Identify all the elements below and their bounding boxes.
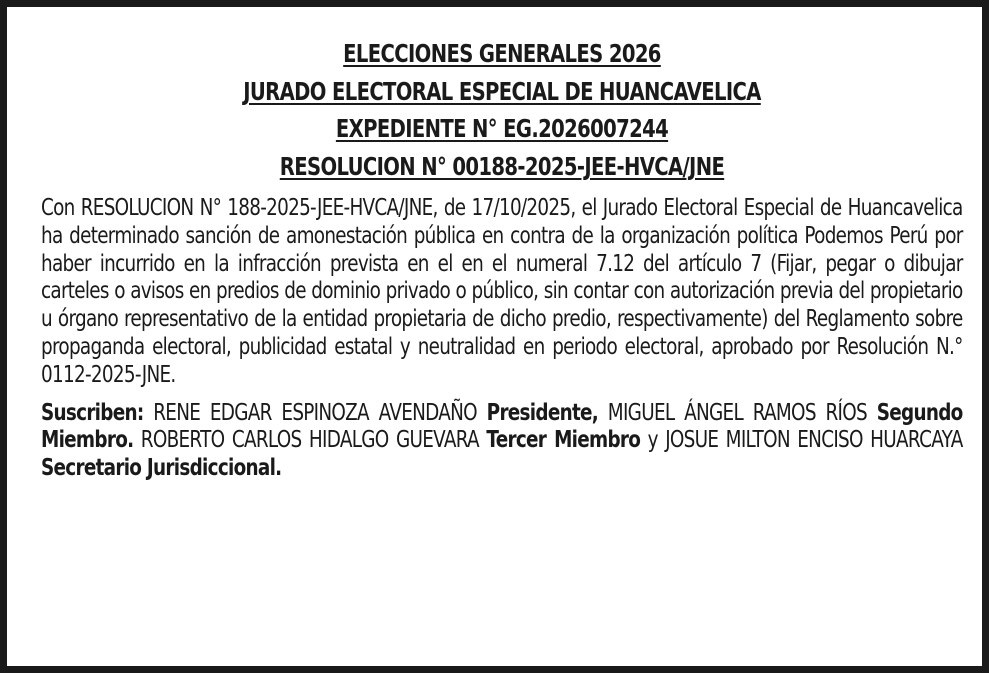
signatory-4-name: JOSUE MILTON ENCISO HUARCAYA — [665, 427, 963, 454]
signatory-3-name: ROBERTO CARLOS HIDALGO GUEVARA — [140, 427, 479, 454]
signatory-1-name: RENE EDGAR ESPINOZA AVENDAÑO — [153, 399, 477, 426]
notice-body-wrap — [41, 195, 963, 483]
case-number: EXPEDIENTE N° EG.2026007244 — [335, 114, 669, 143]
signatory-2-name: MIGUEL ÁNGEL RAMOS RÍOS — [607, 399, 867, 426]
signatories-paragraph — [41, 400, 963, 483]
jury-title: JURADO ELECTORAL ESPECIAL DE HUANCAVELICA — [243, 76, 761, 106]
resolution-number: RESOLUCION N° 00188-2025-JEE-HVCA/JNE — [279, 151, 725, 181]
election-title: ELECCIONES GENERALES 2026 — [343, 39, 661, 68]
notice-content — [41, 35, 963, 493]
signatory-4-role: Secretario Jurisdiccional. — [41, 455, 282, 482]
signatory-1-role: Presidente, — [486, 399, 599, 426]
resolution-paragraph: Con RESOLUCION N° 188-2025-JEE-HVCA/JNE, de 17/10/2025, el Jurado Electoral Especial de Huancavelica ha determinado sanción de amonestación pública en contra de la organización política Podemos Perú por haber incurrido en la infracción prevista en el en el numeral 7.12 del artículo 7 (Fijar, pegar o dibujar carteles o avisos en predios de dominio privado o público, sin contar con autorización previa del propietario u órgano representativo de la entidad propietaria de dicho predio, respectivamente) del Reglamento sobre propaganda electoral, publicidad estatal y neutralidad en periodo electoral, aprobado por Resolución N.° 0112-2025-JNE. — [41, 195, 963, 388]
signatories-label: Suscriben: — [41, 399, 144, 426]
signatory-3-role: Tercer Miembro — [486, 427, 641, 454]
signatory-2-role: Segundo Miembro. — [41, 399, 963, 454]
signatory-connector: y — [647, 427, 658, 454]
notice-header — [41, 35, 963, 185]
